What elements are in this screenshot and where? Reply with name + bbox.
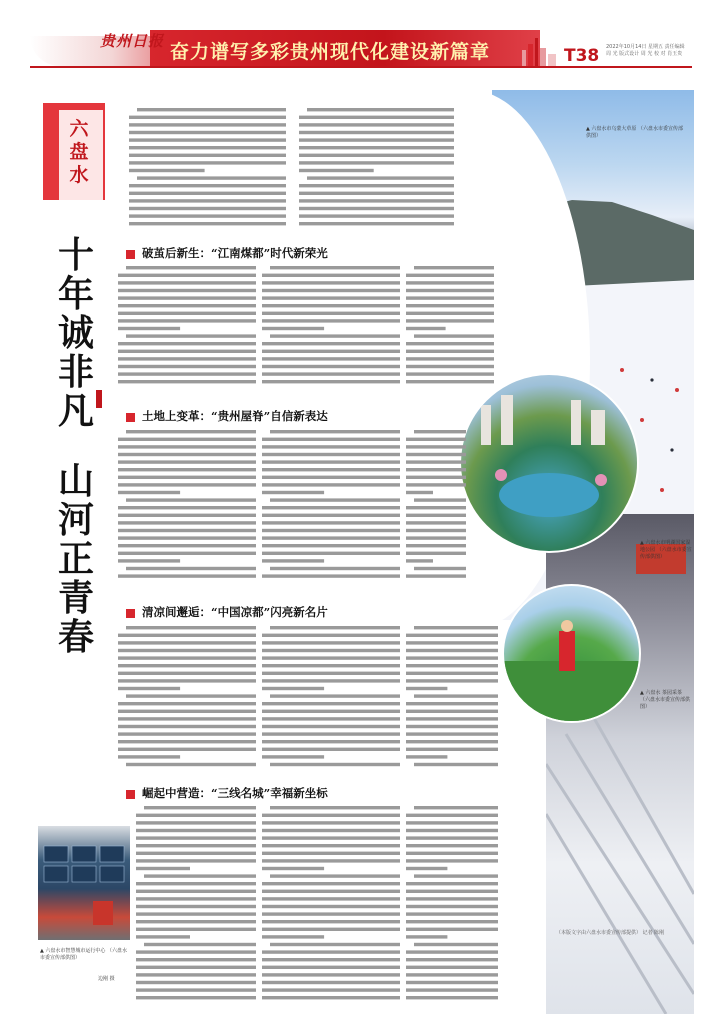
caption-tea: ▲ 六盘水 茶园采茶 （六盘水市委宣传部供图） <box>640 690 691 710</box>
section3-text-col3 <box>406 624 498 772</box>
caption-snow: ▲ 六盘水市乌蒙大草原 （六盘水市委宣传部供图） <box>586 126 684 139</box>
section4-text-col3 <box>406 804 498 1004</box>
text-texture <box>406 624 498 772</box>
tea-illustration <box>504 586 639 721</box>
text-texture <box>262 624 400 772</box>
city-illustration <box>461 375 637 551</box>
text-texture <box>129 106 286 232</box>
section1-text-col2 <box>262 264 400 388</box>
photo-wetland-city <box>459 373 639 553</box>
feature-title-line1: 十年诚非凡 <box>57 234 94 432</box>
header-rule <box>30 66 692 68</box>
header-meta: 2022年10月14日 星期五 责任编辑 周 光 版式设计 周 光 校 对 肖玉贵 <box>606 44 685 57</box>
section2-text-col3 <box>406 428 466 586</box>
section2-text-col2 <box>262 428 400 586</box>
intro-text-col2 <box>288 106 454 232</box>
photo-tea-garden <box>502 584 641 723</box>
page-number: T38 <box>564 46 600 66</box>
section3-text-col1 <box>118 624 256 772</box>
section4-heading: 崛起中营造：“三线名城”幸福新坐标 <box>142 786 328 800</box>
section3-heading: 清凉间邂逅：“中国凉都”闪亮新名片 <box>142 605 328 619</box>
text-texture <box>118 264 256 388</box>
feature-title-line2: 山河正青春 <box>57 460 94 658</box>
section1-text-col1 <box>118 264 256 388</box>
text-texture <box>262 428 400 586</box>
section4-text-col1 <box>136 804 256 1004</box>
caption-control: ▲ 六盘水市智慧城市运行中心 （六盘水市委宣传部供图） <box>40 948 128 961</box>
text-texture <box>406 428 466 586</box>
text-texture <box>406 264 494 388</box>
text-texture <box>118 624 256 772</box>
section1-heading: 破茧后新生：“江南煤都”时代新荣光 <box>142 246 328 260</box>
section3-text-col2 <box>262 624 400 772</box>
photo-credit: 边刚 摄 <box>98 976 115 982</box>
place-name: 六盘水 <box>69 118 89 186</box>
control-illustration <box>38 826 130 940</box>
text-texture <box>406 804 498 1004</box>
header-title: 奋力谱写多彩贵州现代化建设新篇章 <box>170 41 491 63</box>
text-texture <box>136 804 256 1004</box>
skyline-icon <box>520 36 560 66</box>
text-texture <box>262 804 400 1004</box>
intro-text-col1 <box>118 106 286 232</box>
photo-control-center <box>38 826 130 940</box>
section3-marker <box>126 609 135 618</box>
section1-text-col3 <box>406 264 494 388</box>
section2-text-col1 <box>118 428 256 586</box>
section1-marker <box>126 250 135 259</box>
newspaper-logo: 贵州日报 <box>100 32 165 50</box>
text-texture <box>118 428 256 586</box>
byline-marker <box>96 390 102 408</box>
text-texture <box>299 106 454 232</box>
section2-heading: 土地上变革：“贵州屋脊”自信新表达 <box>142 409 328 423</box>
section2-marker <box>126 413 135 422</box>
section4-text-col2 <box>262 804 400 1004</box>
footer-note: （本版文字由六盘水市委宣传部提供） 记者 陈刚 <box>556 930 665 936</box>
section4-marker <box>126 790 135 799</box>
caption-city: ▲ 六盘水市明湖国家湿地公园 （六盘水市委宣传部供图） <box>640 540 692 560</box>
text-texture <box>262 264 400 388</box>
